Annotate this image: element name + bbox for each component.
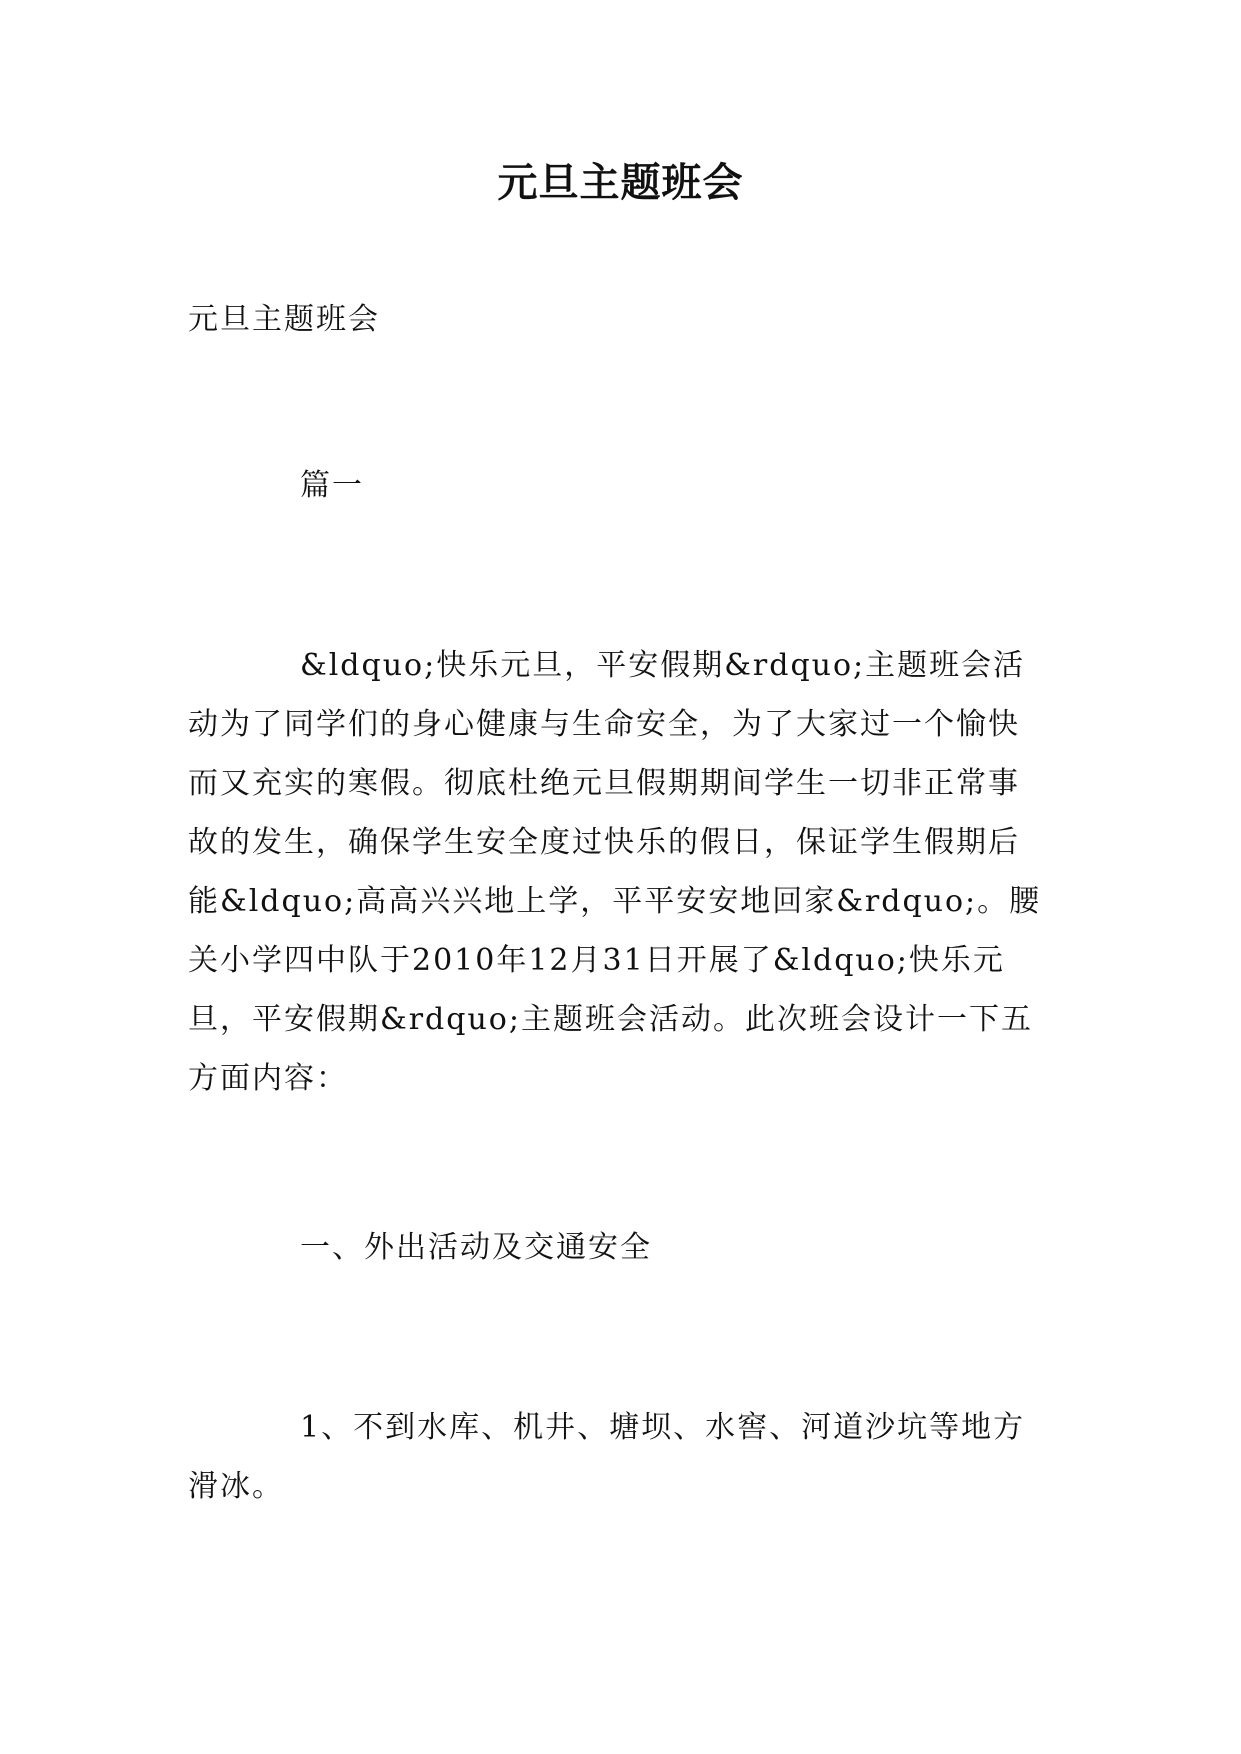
document-subtitle: 元旦主题班会 bbox=[188, 302, 380, 337]
section-heading: 一、外出活动及交通安全 bbox=[300, 1230, 652, 1265]
section-label: 篇一 bbox=[300, 468, 364, 503]
intro-paragraph: &ldquo;快乐元旦，平安假期&rdquo;主题班会活动为了同学们的身心健康与生命安全，为了大家过一个愉快而又充实的寒假。彻底杜绝元旦假期期间学生一切非正常事故的发生，确保学生安全度过快乐的假日，保证学生假期后能&ldquo;高高兴兴地上学，平平安安地回家&rdquo;。腰关小学四中队于2010年12月31日开展了&ldquo;快乐元旦，平安假期&rdquo;主题班会活动。此次班会设计一下五方面内容： bbox=[188, 648, 1042, 1096]
list-item: 1、不到水库、机井、塘坝、水窖、河道沙坑等地方滑冰。 bbox=[188, 1410, 1026, 1504]
document-title: 元旦主题班会 bbox=[497, 160, 744, 206]
